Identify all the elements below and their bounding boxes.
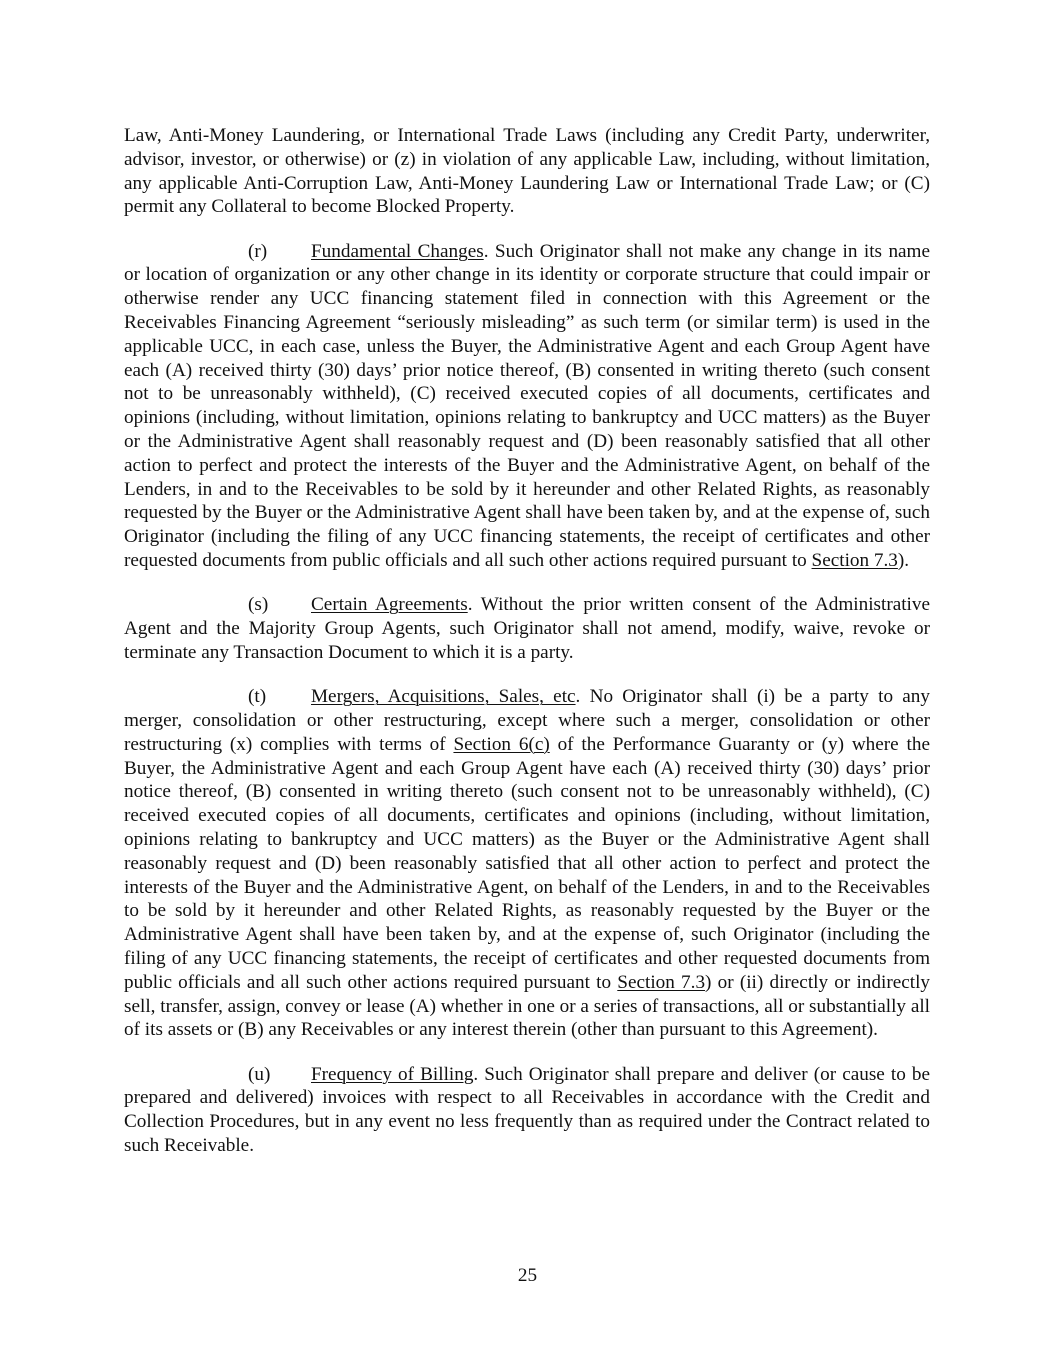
section-t-text-2: of the Performance Guaranty or (y) where the Buyer, the Administrative Agent and each Group Agent have each (A) received thirty (30) days’ prior notice thereof, (B) consented in writing thereto (such consent not to be unreasonably withheld), (C) received executed copies of all documents, certificates and opinions (including, without limitation, opinions relating to bankruptcy and UCC matters) as the Buyer or the Administrative Agent shall reasonably request and (D) been reasonably satisfied that all other action to perfect and protect the interests of the Buyer and the Administrative Agent, on behalf of the Lenders, in and to the Receivables to be sold by it hereunder and other Related Rights, as reasonably requested by the Buyer or the Administrative Agent shall have been taken by, and at the expense of, such Originator (including the filing of any UCC financing statements, the receipt of certificates and other requested documents from public officials and all such other actions required pursuant to xyxy=(124,733,930,993)
section-s-text-1: . Without the prior written consent of the Administrative Agent and the Majority Group Agents, such Originator shall not amend, modify, waive, revoke or terminate any Transaction Document to which it is a party. xyxy=(124,594,930,663)
section-r-reference: Section 7.3 xyxy=(811,550,898,572)
section-r-text-2: ). xyxy=(897,550,910,572)
section-s-paragraph xyxy=(124,593,930,664)
section-t-reference-2: Section 7.3 xyxy=(617,971,706,993)
section-t-heading: Mergers, Acquisitions, Sales, etc xyxy=(311,686,576,708)
section-t-reference-1: Section 6(c) xyxy=(453,733,550,755)
document-body xyxy=(124,124,930,1158)
page-number: 25 xyxy=(517,1265,538,1286)
section-s-label: (s) xyxy=(248,594,269,616)
paragraph-intro xyxy=(124,124,930,219)
section-t-text-3: ) or (ii) directly or indirectly sell, transfer, assign, convey or lease (A) whether in one or a series of transactions, all or substantially all of its assets or (B) any Receivables or any interest therein (other than pursuant to this Agreement). xyxy=(124,971,930,1041)
section-u-heading: Frequency of Billing xyxy=(311,1063,474,1085)
section-u-label: (u) xyxy=(248,1063,271,1085)
section-r-text-1: . Such Originator shall not make any change in its name or location of organization or any other change in its identity or corporate structure that could impair or otherwise render any UCC financing statement filed in connection with this Agreement or the Receivables Financing Agreement “seriously misleading” as such term (or similar term) is used in the applicable UCC, in each case, unless the Buyer, the Administrative Agent and each Group Agent have each (A) received thirty (30) days’ prior notice thereof, (B) consented in writing thereto (such consent not to be unreasonably withheld), (C) received executed copies of all documents, certificates and opinions (including, without limitation, opinions relating to bankruptcy and UCC matters) as the Buyer or the Administrative Agent shall reasonably request and (D) been reasonably satisfied that all other action to perfect and protect the interests of the Buyer and the Administrative Agent, on behalf of the Lenders, in and to the Receivables to be sold by it hereunder and other Related Rights, as reasonably requested by the Buyer or the Administrative Agent shall have been taken by, and at the expense of, such Originator (including the filing of any UCC financing statements, the receipt of certificates and other requested documents from public officials and all such other actions required pursuant to xyxy=(124,240,930,572)
section-s-heading: Certain Agreements xyxy=(311,594,468,616)
section-r-label: (r) xyxy=(248,240,268,262)
section-t-label: (t) xyxy=(248,686,267,708)
section-t-text-1: . No Originator shall (i) be a party to any merger, consolidation or other restructuring, except where such a merger, consolidation or other restructuring (x) complies with terms of xyxy=(124,686,930,755)
paragraph-intro-text: Law, Anti-Money Laundering, or International Trade Laws (including any Credit Party, underwriter, advisor, investor, or otherwise) or (z) in violation of any applicable Law, including, without limitation, any applicable Anti-Corruption Law, Anti-Money Laundering Law or International Trade Law; or (C) permit any Collateral to become Blocked Property. xyxy=(124,125,930,218)
section-t-paragraph xyxy=(124,685,930,1042)
section-r-heading: Fundamental Changes xyxy=(311,240,484,262)
section-r-paragraph xyxy=(124,240,930,573)
section-u-text-1: . Such Originator shall prepare and deliver (or cause to be prepared and delivered) invoices with respect to all Receivables in accordance with the Credit and Collection Procedures, but in any event no less frequently than as required under the Contract related to such Receivable. xyxy=(124,1063,930,1157)
section-u-paragraph xyxy=(124,1063,930,1158)
